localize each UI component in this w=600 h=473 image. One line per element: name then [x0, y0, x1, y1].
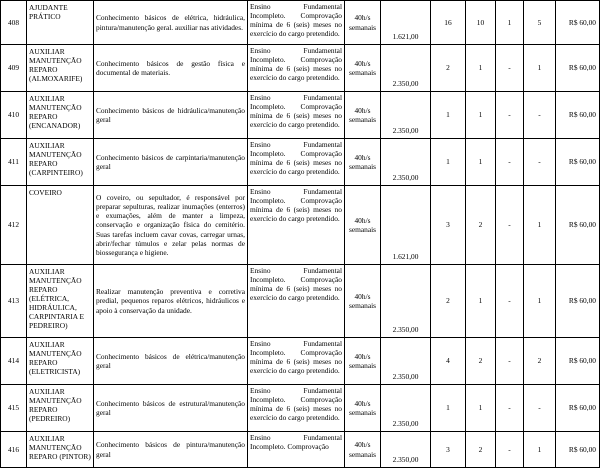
table-row — [1, 265, 600, 338]
table-body — [1, 1, 600, 468]
cargo-name: AUXILIAR MANUTENÇÃO REPARO (ENCANADOR) — [27, 92, 94, 139]
salary-value: 2.350,00 — [381, 432, 431, 468]
escolaridade-requirement: Ensino Fundamental Incompleto. Comprovação mínima de 6 (seis) meses no exercício do cargo pretendido. — [248, 1, 345, 45]
cargo-name: AUXILIAR MANUTENÇÃO REPARO (PINTOR) — [27, 432, 94, 468]
vagas-pcd: - — [496, 385, 524, 432]
cargo-description: Conhecimento básicos de carpintaria/manutenção geral — [94, 139, 248, 186]
table-row — [1, 92, 600, 139]
vagas-pcd: - — [496, 139, 524, 186]
vagas-pcd: 1 — [496, 1, 524, 45]
vagas-ampla: 10 — [466, 1, 496, 45]
vagas-total: 4 — [431, 338, 466, 385]
vagas-negros: 1 — [524, 45, 556, 92]
vagas-ampla: 2 — [466, 432, 496, 468]
cargo-description: O coveiro, ou sepultador, é responsável por preparar sepulturas, realizar inumações (enterros) e exumações, além de manter a limpeza, conservação e organização física do cemitério. Suas tarefas incluem cavar covas, carregar urnas, abrir/fechar túmulos e zelar pelas normas de biossegurança e higiene. — [94, 186, 248, 265]
escolaridade-requirement: Ensino Fundamental Incompleto. Comprovação — [248, 432, 345, 468]
cargo-description: Conhecimento básicos de hidráulica/manutenção geral — [94, 92, 248, 139]
jornada-hours: 40h/s semanais — [345, 338, 381, 385]
escolaridade-requirement: Ensino Fundamental Incompleto. Comprovação mínima de 6 (seis) meses no exercício do cargo pretendido. — [248, 45, 345, 92]
vagas-total: 2 — [431, 45, 466, 92]
registration-fee: R$ 60,00 — [556, 139, 600, 186]
vagas-ampla: 1 — [466, 45, 496, 92]
cargo-description: Conhecimento básicos de pintura/manutenção geral — [94, 432, 248, 468]
vagas-negros: - — [524, 139, 556, 186]
salary-value: 2.350,00 — [381, 385, 431, 432]
vagas-negros: - — [524, 92, 556, 139]
vagas-total: 16 — [431, 1, 466, 45]
registration-fee: R$ 60,00 — [556, 432, 600, 468]
vagas-pcd: - — [496, 432, 524, 468]
cargo-name: AUXILIAR MANUTENÇÃO REPARO (CARPINTEIRO) — [27, 139, 94, 186]
table-row — [1, 45, 600, 92]
cargo-description: Realizar manutenção preventiva e corretiva predial, pequenos reparos elétricos, hidráulicos e apoio à conservação da unidade. — [94, 265, 248, 338]
cargo-description: Conhecimento básicos de elétrica, hidráulica, pintura/manutenção geral. auxiliar nas atividades. — [94, 1, 248, 45]
salary-value: 2.350,00 — [381, 139, 431, 186]
salary-value: 2.350,00 — [381, 45, 431, 92]
salary-value: 1.621,00 — [381, 186, 431, 265]
vagas-negros: 2 — [524, 338, 556, 385]
jornada-hours: 40h/s semanais — [345, 186, 381, 265]
salary-value: 2.350,00 — [381, 338, 431, 385]
cargo-code: 410 — [1, 92, 27, 139]
cargo-code: 414 — [1, 338, 27, 385]
cargo-code: 411 — [1, 139, 27, 186]
cargo-code: 416 — [1, 432, 27, 468]
cargo-name: AUXILIAR MANUTENÇÃO REPARO (PEDREIRO) — [27, 385, 94, 432]
vagas-ampla: 1 — [466, 92, 496, 139]
vagas-pcd: - — [496, 186, 524, 265]
vagas-total: 3 — [431, 186, 466, 265]
vagas-total: 3 — [431, 432, 466, 468]
table-row — [1, 338, 600, 385]
vagas-pcd: - — [496, 92, 524, 139]
vagas-negros: 1 — [524, 432, 556, 468]
cargo-name: AUXILIAR MANUTENÇÃO REPARO (ALMOXARIFE) — [27, 45, 94, 92]
vagas-negros: 1 — [524, 186, 556, 265]
vagas-ampla: 1 — [466, 265, 496, 338]
registration-fee: R$ 60,00 — [556, 265, 600, 338]
cargo-code: 412 — [1, 186, 27, 265]
salary-value: 1.621,00 — [381, 1, 431, 45]
cargo-description: Conhecimento básicos de elétrica/manutenção geral — [94, 338, 248, 385]
vagas-negros: 5 — [524, 1, 556, 45]
cargo-code: 415 — [1, 385, 27, 432]
vagas-ampla: 2 — [466, 186, 496, 265]
vagas-ampla: 1 — [466, 139, 496, 186]
vagas-ampla: 1 — [466, 385, 496, 432]
jornada-hours: 40h/s semanais — [345, 139, 381, 186]
cargo-name: AJUDANTE PRÁTICO — [27, 1, 94, 45]
salary-value: 2.350,00 — [381, 265, 431, 338]
table-row — [1, 186, 600, 265]
jornada-hours: 40h/s semanais — [345, 45, 381, 92]
vagas-pcd: - — [496, 45, 524, 92]
vagas-negros: - — [524, 385, 556, 432]
cargo-name: AUXILIAR MANUTENÇÃO REPARO (ELÉTRICA, HIDRÁULICA, CARPINTARIA E PEDREIRO) — [27, 265, 94, 338]
registration-fee: R$ 60,00 — [556, 1, 600, 45]
vagas-negros: 1 — [524, 265, 556, 338]
vagas-ampla: 2 — [466, 338, 496, 385]
jornada-hours: 40h/s semanais — [345, 92, 381, 139]
registration-fee: R$ 60,00 — [556, 338, 600, 385]
vagas-total: 1 — [431, 92, 466, 139]
table-row — [1, 1, 600, 45]
salary-value: 2.350,00 — [381, 92, 431, 139]
vagas-pcd: - — [496, 338, 524, 385]
cargo-code: 409 — [1, 45, 27, 92]
escolaridade-requirement: Ensino Fundamental Incompleto. Comprovação mínima de 6 (seis) meses no exercício do cargo pretendido. — [248, 139, 345, 186]
table-row — [1, 139, 600, 186]
registration-fee: R$ 60,00 — [556, 92, 600, 139]
vagas-total: 2 — [431, 265, 466, 338]
cargo-code: 413 — [1, 265, 27, 338]
cargo-description: Conhecimento básicos de gestão física e documental de materiais. — [94, 45, 248, 92]
vagas-total: 1 — [431, 139, 466, 186]
jornada-hours: 40h/s semanais — [345, 385, 381, 432]
jornada-hours: 40h/s semanais — [345, 265, 381, 338]
escolaridade-requirement: Ensino Fundamental Incompleto. Comprovação mínima de 6 (seis) meses no exercício do cargo pretendido. — [248, 265, 345, 338]
escolaridade-requirement: Ensino Fundamental Incompleto. Comprovação mínima de 6 (seis) meses no exercício do cargo pretendido. — [248, 186, 345, 265]
table-row — [1, 385, 600, 432]
jornada-hours: 40h/s semanais — [345, 432, 381, 468]
cargo-code: 408 — [1, 1, 27, 45]
registration-fee: R$ 60,00 — [556, 186, 600, 265]
cargo-name: AUXILIAR MANUTENÇÃO REPARO (ELETRICISTA) — [27, 338, 94, 385]
cargo-name: COVEIRO — [27, 186, 94, 265]
jornada-hours: 40h/s semanais — [345, 1, 381, 45]
registration-fee: R$ 60,00 — [556, 45, 600, 92]
table-row — [1, 432, 600, 468]
escolaridade-requirement: Ensino Fundamental Incompleto. Comprovação mínima de 6 (seis) meses no exercício do cargo pretendido. — [248, 385, 345, 432]
registration-fee: R$ 60,00 — [556, 385, 600, 432]
vagas-total: 1 — [431, 385, 466, 432]
escolaridade-requirement: Ensino Fundamental Incompleto. Comprovação mínima de 6 (seis) meses no exercício do cargo pretendido. — [248, 92, 345, 139]
escolaridade-requirement: Ensino Fundamental Incompleto. Comprovação mínima de 6 (seis) meses no exercício do cargo pretendido. — [248, 338, 345, 385]
vagas-pcd: - — [496, 265, 524, 338]
cargo-description: Conhecimento básicos de estrutural/manutenção geral — [94, 385, 248, 432]
